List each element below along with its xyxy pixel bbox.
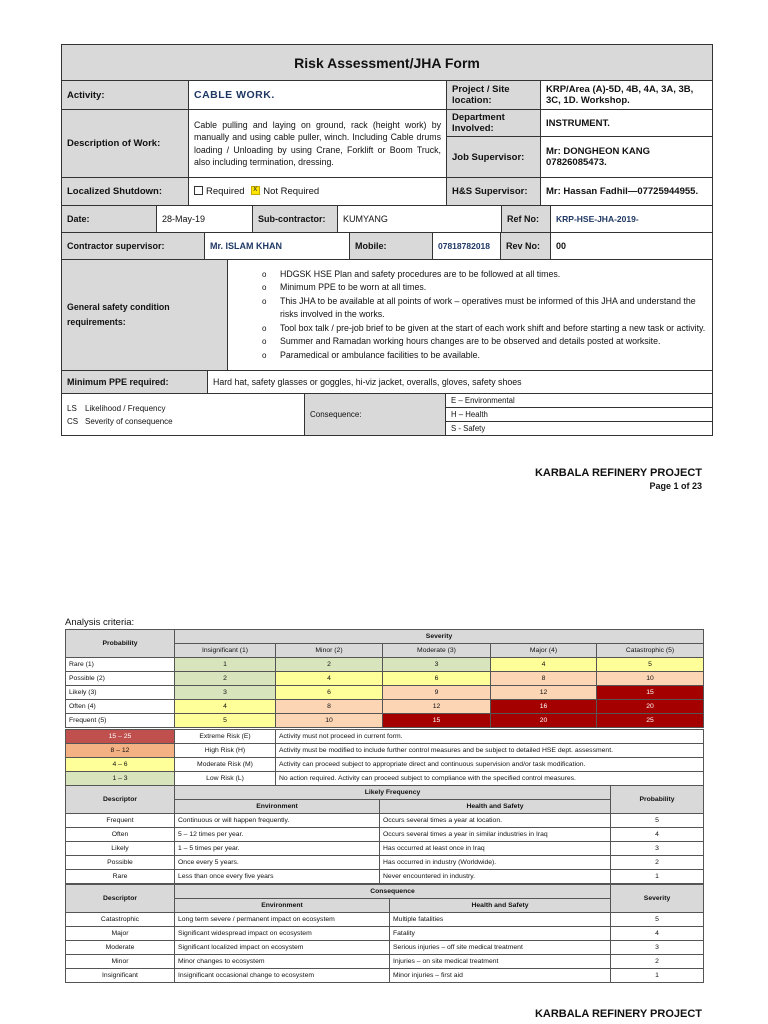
list-item: o Paramedical or ambulance facilities to be available. [262, 349, 708, 363]
matrix-cell: 9 [383, 686, 491, 700]
rev-label: Rev No: [501, 233, 551, 260]
legend-desc: No action required. Activity can proceed subject to compliance with the specified control measures. [276, 772, 704, 786]
project-location-label: Project / Site location: [447, 81, 541, 110]
table-row [66, 927, 704, 941]
severity-level: Catastrophic (5) [597, 644, 704, 658]
matrix-cell: 15 [597, 686, 704, 700]
severity-level: Minor (2) [276, 644, 383, 658]
cons-environment: Insignificant occasional change to ecosystem [175, 969, 390, 983]
table-row [66, 870, 704, 884]
legend-row [66, 772, 704, 786]
required-checkbox[interactable] [194, 186, 203, 195]
matrix-cell: 20 [491, 714, 597, 728]
mobile-value: 07818782018 [433, 233, 501, 260]
consequence-health: H – Health [446, 408, 713, 422]
matrix-cell: 16 [491, 700, 597, 714]
table-row [66, 828, 704, 842]
matrix-cell: 4 [276, 672, 383, 686]
risk-matrix [65, 629, 704, 728]
list-item: o This JHA to be available at all points of work – operatives must be informed of this JHA and understand the risks involved in the works. [262, 295, 708, 322]
freq-probability: 2 [611, 856, 704, 870]
freq-descriptor: Likely [66, 842, 175, 856]
table-row [66, 941, 704, 955]
form-title: Risk Assessment/JHA Form [62, 45, 713, 81]
table-row [66, 814, 704, 828]
matrix-cell: 15 [383, 714, 491, 728]
matrix-row [66, 686, 704, 700]
matrix-row-label: Likely (3) [66, 686, 175, 700]
list-item: o HDGSK HSE Plan and safety procedures are to be followed at all times. [262, 268, 708, 282]
matrix-cell: 20 [597, 700, 704, 714]
cons-health: Multiple fatalities [390, 913, 611, 927]
cs-legend: CS Severity of consequence [67, 416, 173, 426]
severity-level: Major (4) [491, 644, 597, 658]
freq-health: Never encountered in industry. [380, 870, 611, 884]
general-safety-list [232, 268, 708, 363]
cons-health: Injuries – on site medical treatment [390, 955, 611, 969]
list-item: o Tool box talk / pre-job brief to be given at the start of each work shift and before starting a new task or activity. [262, 322, 708, 336]
min-ppe-value: Hard hat, safety glasses or goggles, hi-viz jacket, overalls, gloves, safety shoes [208, 371, 713, 394]
description-value: Cable pulling and laying on ground, rack (height work) by manually and using cable puller, winch. Including Cable drums loading / Unloading by using Crane, Forklift or Boom Truck, also including termination, dressing. [189, 110, 447, 178]
cons-severity: 2 [611, 955, 704, 969]
consequence-safety: S - Safety [446, 422, 713, 436]
freq-descriptor: Possible [66, 856, 175, 870]
freq-environment-header: Environment [175, 800, 380, 814]
freq-probability-header: Probability [611, 786, 704, 814]
freq-descriptor-header: Descriptor [66, 786, 175, 814]
cons-descriptor: Minor [66, 955, 175, 969]
cons-severity: 5 [611, 913, 704, 927]
matrix-row-label: Possible (2) [66, 672, 175, 686]
table-row [66, 969, 704, 983]
matrix-cell: 4 [175, 700, 276, 714]
cons-severity: 4 [611, 927, 704, 941]
risk-assessment-form [61, 44, 713, 206]
analysis-criteria-label: Analysis criteria: [65, 617, 135, 628]
subcontractor-label: Sub-contractor: [253, 206, 338, 233]
matrix-row [66, 658, 704, 672]
ref-label: Ref No: [502, 206, 551, 233]
matrix-cell: 5 [175, 714, 276, 728]
hs-supervisor-label: H&S Supervisor: [447, 178, 541, 206]
legend-table [61, 393, 713, 436]
cons-descriptor: Major [66, 927, 175, 941]
likely-frequency-header: Likely Frequency [175, 786, 611, 800]
consequence-env: E – Environmental [446, 394, 713, 408]
cons-environment: Long term severe / permanent impact on ecosystem [175, 913, 390, 927]
required-label: Required [206, 186, 245, 197]
freq-environment: Less than once every five years [175, 870, 380, 884]
legend-name: High Risk (H) [175, 744, 276, 758]
date-label: Date: [62, 206, 157, 233]
rev-value: 00 [551, 233, 713, 260]
freq-environment: Once every 5 years. [175, 856, 380, 870]
general-safety-table [61, 259, 713, 371]
matrix-cell: 25 [597, 714, 704, 728]
consequence-header: Consequence [175, 885, 611, 899]
cons-descriptor-header: Descriptor [66, 885, 175, 913]
freq-health-header: Health and Safety [380, 800, 611, 814]
legend-range: 1 – 3 [66, 772, 175, 786]
matrix-row-label: Rare (1) [66, 658, 175, 672]
likely-frequency-table [65, 785, 704, 884]
severity-header: Severity [175, 630, 704, 644]
cons-health-header: Health and Safety [390, 899, 611, 913]
description-label: Description of Work: [62, 110, 189, 178]
legend-desc: Activity must be modified to include further control measures and be subject to detailed HSE dept. assessment. [276, 744, 704, 758]
matrix-cell: 1 [175, 658, 276, 672]
legend-row [66, 730, 704, 744]
risk-level-legend [65, 729, 704, 786]
cons-health: Minor injuries – first aid [390, 969, 611, 983]
department-label: Department Involved: [447, 110, 541, 137]
matrix-cell: 12 [491, 686, 597, 700]
general-safety-label: General safety condition requirements: [62, 260, 228, 371]
footer-page-number: Page 1 of 23 [649, 481, 702, 491]
matrix-cell: 2 [175, 672, 276, 686]
freq-probability: 5 [611, 814, 704, 828]
consequence-table [65, 884, 704, 983]
freq-probability: 1 [611, 870, 704, 884]
freq-health: Has occurred at least once in Iraq [380, 842, 611, 856]
freq-health: Has occurred in industry (Worldwide). [380, 856, 611, 870]
table-row [66, 842, 704, 856]
cons-severity-header: Severity [611, 885, 704, 913]
activity-value: CABLE WORK. [189, 81, 447, 110]
cons-health: Fatality [390, 927, 611, 941]
hs-supervisor-value: Mr: Hassan Fadhil—07725944955. [541, 178, 713, 206]
cons-environment: Minor changes to ecosystem [175, 955, 390, 969]
consequence-label: Consequence: [305, 394, 446, 436]
date-value: 28-May-19 [157, 206, 253, 233]
form-details-table [61, 205, 713, 233]
project-location-value: KRP/Area (A)-5D, 4B, 4A, 3A, 3B, 3C, 1D. Workshop. [541, 81, 713, 110]
matrix-cell: 6 [383, 672, 491, 686]
legend-row [66, 758, 704, 772]
activity-label: Activity: [62, 81, 189, 110]
contractor-supervisor-value: Mr. ISLAM KHAN [205, 233, 350, 260]
matrix-cell: 8 [491, 672, 597, 686]
job-supervisor-label: Job Supervisor: [447, 137, 541, 178]
cons-severity: 1 [611, 969, 704, 983]
matrix-cell: 3 [175, 686, 276, 700]
cons-severity: 3 [611, 941, 704, 955]
matrix-cell: 12 [383, 700, 491, 714]
severity-level: Insignificant (1) [175, 644, 276, 658]
cons-health: Serious injuries – off site medical treatment [390, 941, 611, 955]
matrix-cell: 5 [597, 658, 704, 672]
legend-row [66, 744, 704, 758]
table-row [66, 856, 704, 870]
footer-project-bottom: KARBALA REFINERY PROJECT [534, 1008, 702, 1020]
freq-probability: 4 [611, 828, 704, 842]
min-ppe-label: Minimum PPE required: [62, 371, 208, 394]
matrix-cell: 10 [597, 672, 704, 686]
cons-environment-header: Environment [175, 899, 390, 913]
matrix-cell: 6 [276, 686, 383, 700]
localized-shutdown-label: Localized Shutdown: [62, 178, 189, 206]
list-item: o Summer and Ramadan working hours changes are to be observed and details posted at worksite. [262, 335, 708, 349]
list-item: o Minimum PPE to be worn at all times. [262, 281, 708, 295]
legend-range: 15 – 25 [66, 730, 175, 744]
matrix-cell: 10 [276, 714, 383, 728]
legend-desc: Activity can proceed subject to appropriate direct and continuous supervision and/or task modification. [276, 758, 704, 772]
localized-shutdown-options [189, 178, 447, 206]
freq-health: Occurs several times a year in similar industries in Iraq [380, 828, 611, 842]
cons-environment: Significant localized impact on ecosystem [175, 941, 390, 955]
table-row [66, 913, 704, 927]
freq-descriptor: Frequent [66, 814, 175, 828]
freq-environment: 1 – 5 times per year. [175, 842, 380, 856]
mobile-label: Mobile: [350, 233, 433, 260]
matrix-cell: 3 [383, 658, 491, 672]
ls-legend: LS Likelihood / Frequency [67, 403, 166, 413]
matrix-row-label: Frequent (5) [66, 714, 175, 728]
min-ppe-table [61, 370, 713, 394]
contractor-supervisor-label: Contractor supervisor: [62, 233, 205, 260]
matrix-row [66, 700, 704, 714]
freq-environment: 5 – 12 times per year. [175, 828, 380, 842]
legend-name: Extreme Risk (E) [175, 730, 276, 744]
cons-environment: Significant widespread impact on ecosystem [175, 927, 390, 941]
legend-range: 8 – 12 [66, 744, 175, 758]
freq-health: Occurs several times a year at location. [380, 814, 611, 828]
not-required-label: Not Required [263, 186, 320, 197]
cons-descriptor: Insignificant [66, 969, 175, 983]
matrix-cell: 4 [491, 658, 597, 672]
legend-name: Low Risk (L) [175, 772, 276, 786]
matrix-row [66, 672, 704, 686]
probability-header: Probability [66, 630, 175, 658]
matrix-cell: 8 [276, 700, 383, 714]
job-supervisor-value: Mr: DONGHEON KANG 07826085473. [541, 137, 713, 178]
ref-value: KRP-HSE-JHA-2019- [551, 206, 713, 233]
matrix-cell: 2 [276, 658, 383, 672]
cons-descriptor: Catastrophic [66, 913, 175, 927]
contractor-table [61, 232, 713, 260]
severity-level: Moderate (3) [383, 644, 491, 658]
legend-range: 4 – 6 [66, 758, 175, 772]
department-value: INSTRUMENT. [541, 110, 713, 137]
legend-desc: Activity must not proceed in current form. [276, 730, 704, 744]
freq-descriptor: Often [66, 828, 175, 842]
freq-descriptor: Rare [66, 870, 175, 884]
cons-descriptor: Moderate [66, 941, 175, 955]
freq-environment: Continuous or will happen frequently. [175, 814, 380, 828]
legend-name: Moderate Risk (M) [175, 758, 276, 772]
matrix-row-label: Often (4) [66, 700, 175, 714]
freq-probability: 3 [611, 842, 704, 856]
matrix-row [66, 714, 704, 728]
subcontractor-value: KUMYANG [338, 206, 502, 233]
not-required-checkbox[interactable] [251, 186, 260, 195]
table-row [66, 955, 704, 969]
footer-project: KARBALA REFINERY PROJECT [534, 467, 702, 479]
